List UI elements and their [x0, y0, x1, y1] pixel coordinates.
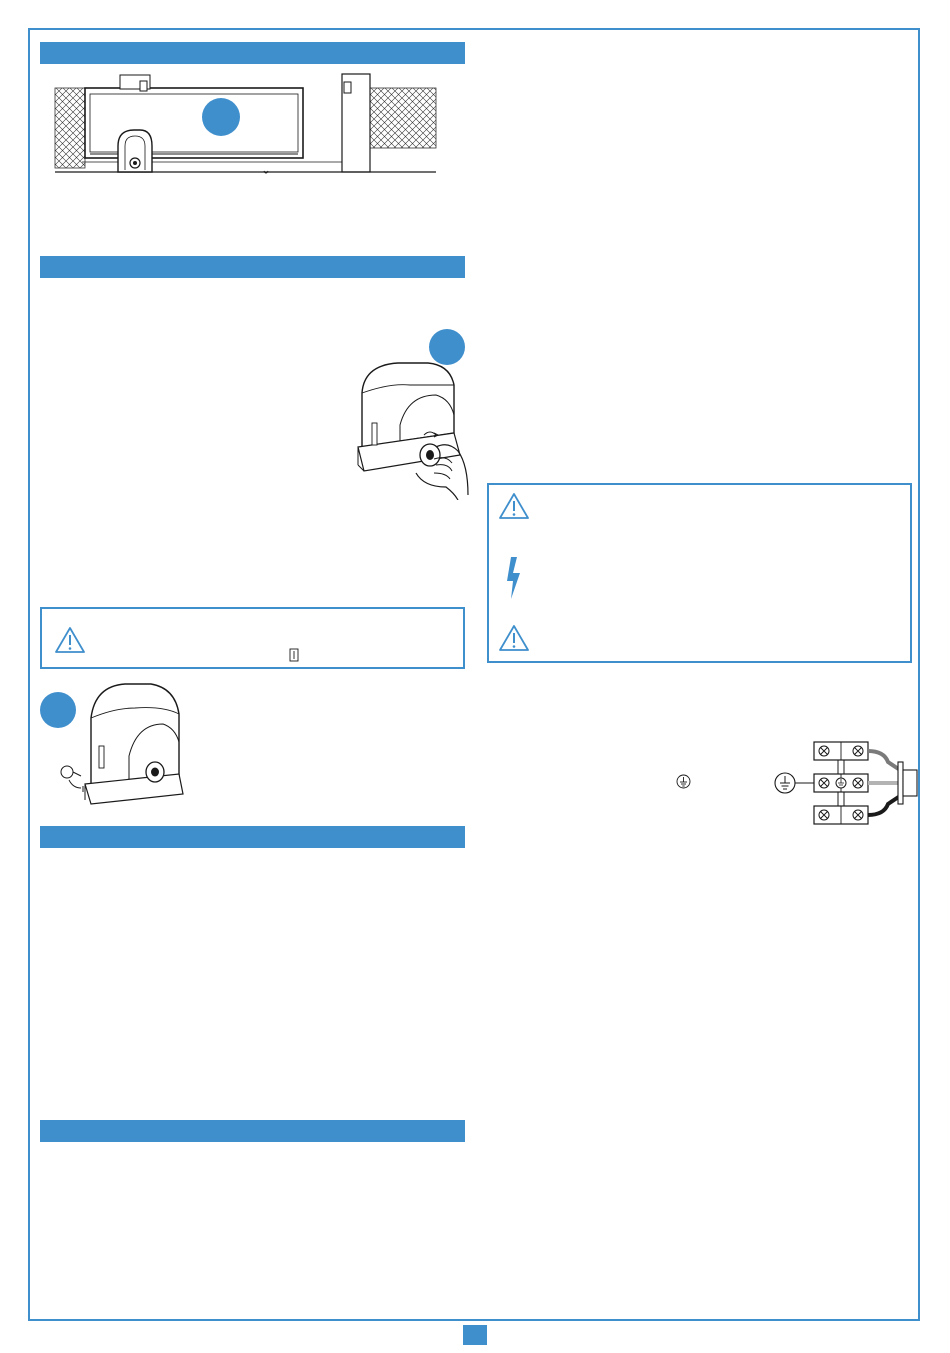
section-header-4: [40, 1120, 465, 1142]
section-header-1: [40, 42, 465, 64]
gate-illustration: [52, 70, 442, 182]
warning-triangle-icon: [498, 492, 530, 520]
section-header-3: [40, 826, 465, 848]
release-illustration: [350, 355, 475, 500]
lightning-bolt-icon: [503, 555, 525, 601]
earth-ground-icon: [676, 774, 691, 789]
page-number: [463, 1325, 487, 1345]
warning-triangle-icon: [54, 626, 86, 654]
warning-triangle-icon: [498, 624, 530, 652]
cover-illustration: [55, 676, 185, 806]
figure-badge-1: [202, 98, 240, 136]
warning-box-right: [487, 483, 912, 663]
section-header-2: [40, 256, 465, 278]
switch-symbol-icon: [289, 648, 299, 662]
warning-box-left: [40, 607, 465, 669]
terminal-wiring-diagram: [772, 738, 920, 828]
